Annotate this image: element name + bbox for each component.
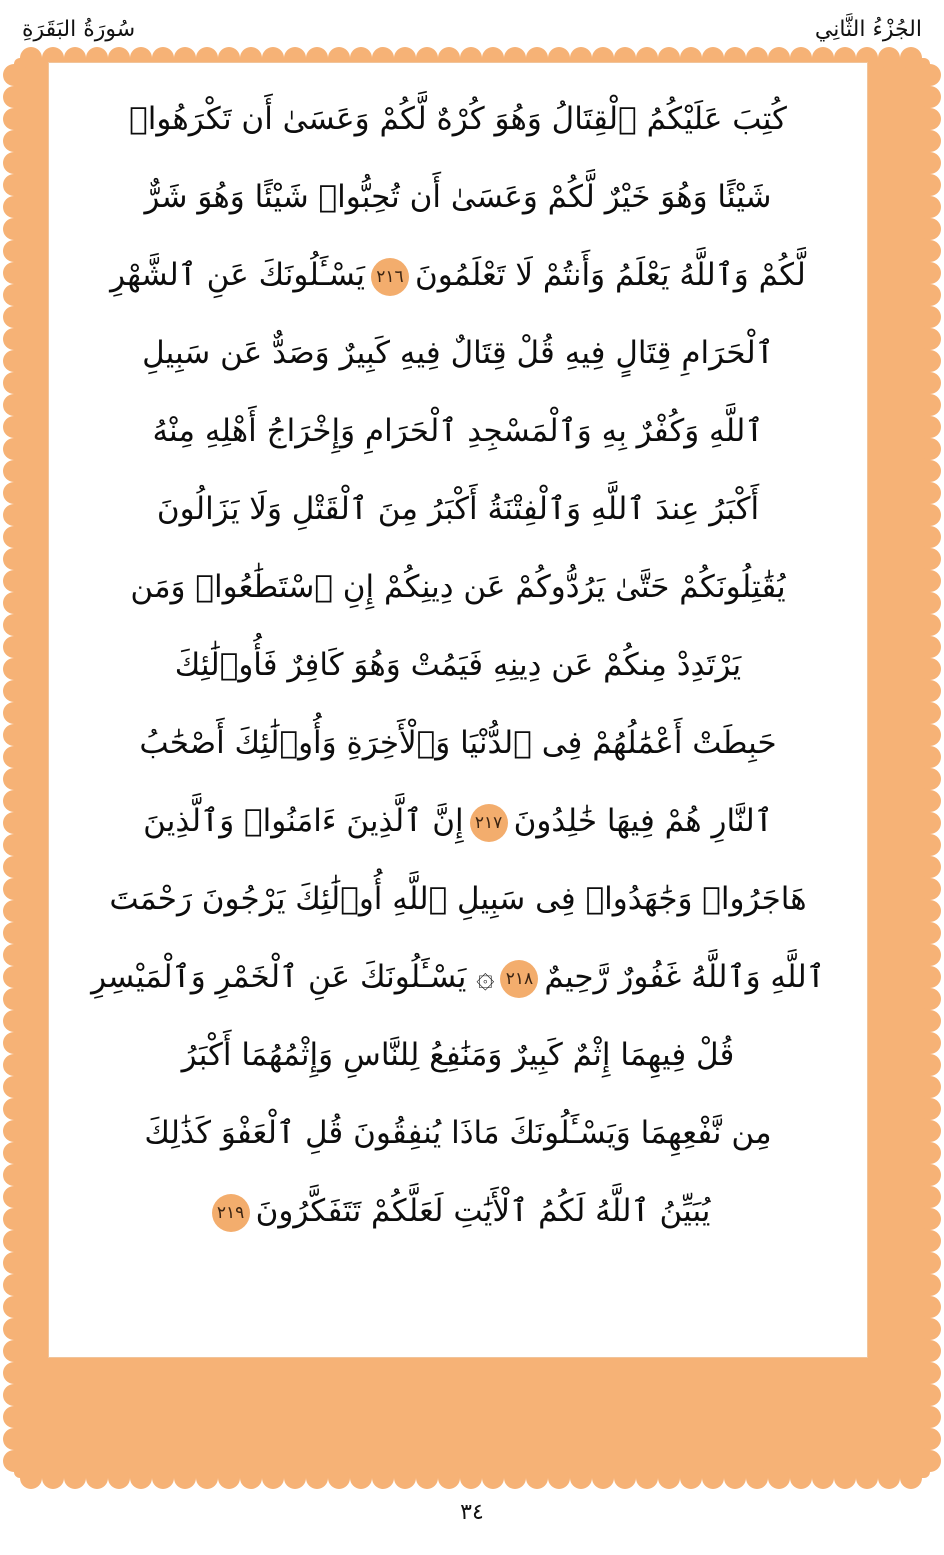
ayah-line — [74, 1172, 842, 1250]
surah-label: سُورَةُ البَقَرَةِ — [22, 16, 136, 42]
ayah-line — [74, 1016, 842, 1094]
ayah-text: يُبَيِّنُ ٱللَّهُ لَكُمُ ٱلْأَيَٰتِ لَعَلَّكُمْ تَتَفَكَّرُونَ — [255, 1193, 711, 1229]
ayah-text: هَاجَرُوا۟ وَجَٰهَدُوا۟ فِى سَبِيلِ ٱللَّهِ أُو۟لَٰئِكَ يَرْجُونَ رَحْمَتَ — [109, 881, 807, 917]
ayah-number-marker: ٢١٩ — [212, 1194, 250, 1232]
ayah-text: ٱلْحَرَامِ قِتَالٍ فِيهِ قُلْ قِتَالٌ فِيهِ كَبِيرٌ وَصَدٌّ عَن سَبِيلِ — [142, 335, 774, 371]
ayah-line — [74, 938, 842, 1016]
ayah-text: ٱللَّهِ وَكُفْرٌ بِهِ وَٱلْمَسْجِدِ ٱلْحَرَامِ وَإِخْرَاجُ أَهْلِهِ مِنْهُ — [152, 413, 764, 449]
page-header — [0, 0, 944, 58]
ayah-text: شَيْئًا وَهُوَ خَيْرٌ لَّكُمْ وَعَسَىٰ أَن تُحِبُّوا۟ شَيْئًا وَهُوَ شَرٌّ — [144, 179, 772, 215]
ayah-line — [74, 158, 842, 236]
ayah-number-marker: ٢١٦ — [371, 258, 409, 296]
ayah-text: كُتِبَ عَلَيْكُمُ ٱلْقِتَالُ وَهُوَ كُرْهٌ لَّكُمْ وَعَسَىٰ أَن تَكْرَهُوا۟ — [129, 101, 787, 137]
ayah-line — [74, 314, 842, 392]
ayah-text-continued: ۞ يَسْـَٔلُونَكَ عَنِ ٱلْخَمْرِ وَٱلْمَيْسِرِ — [91, 959, 495, 995]
ayah-text: يَرْتَدِدْ مِنكُمْ عَن دِينِهِ فَيَمُتْ وَهُوَ كَافِرٌ فَأُو۟لَٰئِكَ — [174, 647, 742, 683]
ayah-line — [74, 860, 842, 938]
ayah-text-continued: إِنَّ ٱلَّذِينَ ءَامَنُوا۟ وَٱلَّذِينَ — [143, 803, 464, 839]
ayah-line — [74, 1094, 842, 1172]
ayah-number-marker: ٢١٨ — [500, 960, 538, 998]
ayah-line — [74, 392, 842, 470]
ayah-text: ٱللَّهِ وَٱللَّهُ غَفُورٌ رَّحِيمٌ — [544, 959, 825, 995]
ayah-line — [74, 704, 842, 782]
ayah-line — [74, 548, 842, 626]
ayah-line — [74, 80, 842, 158]
ayah-text: أَكْبَرُ عِندَ ٱللَّهِ وَٱلْفِتْنَةُ أَكْبَرُ مِنَ ٱلْقَتْلِ وَلَا يَزَالُونَ — [156, 491, 760, 527]
ayah-text: ٱلنَّارِ هُمْ فِيهَا خَٰلِدُونَ — [513, 803, 773, 839]
ayah-text: حَبِطَتْ أَعْمَٰلُهُمْ فِى ٱلدُّنْيَا وَٱلْأَخِرَةِ وَأُو۟لَٰئِكَ أَصْحَٰبُ — [139, 725, 777, 761]
ayah-line — [74, 626, 842, 704]
ayah-text: قُلْ فِيهِمَا إِثْمٌ كَبِيرٌ وَمَنَٰفِعُ لِلنَّاسِ وَإِثْمُهُمَا أَكْبَرُ — [181, 1037, 735, 1073]
ayah-number-marker: ٢١٧ — [470, 804, 508, 842]
ayah-text: يُقَٰتِلُونَكُمْ حَتَّىٰ يَرُدُّوكُمْ عَن دِينِكُمْ إِنِ ٱسْتَطَٰعُوا۟ وَمَن — [130, 569, 786, 605]
quran-text-block — [48, 62, 868, 1358]
ayah-line — [74, 236, 842, 314]
ayah-text: لَّكُمْ وَٱللَّهُ يَعْلَمُ وَأَنتُمْ لَا تَعْلَمُونَ — [415, 257, 806, 293]
ayah-line — [74, 470, 842, 548]
ayah-text-continued: يَسْـَٔلُونَكَ عَنِ ٱلشَّهْرِ — [110, 257, 365, 293]
page-number: ٣٤ — [460, 1500, 484, 1525]
juz-label: الجُزْءُ الثَّانِي — [814, 16, 922, 42]
ayah-text: مِن نَّفْعِهِمَا وَيَسْـَٔلُونَكَ مَاذَا يُنفِقُونَ قُلِ ٱلْعَفْوَ كَذَٰلِكَ — [144, 1115, 772, 1151]
ayah-line — [74, 782, 842, 860]
